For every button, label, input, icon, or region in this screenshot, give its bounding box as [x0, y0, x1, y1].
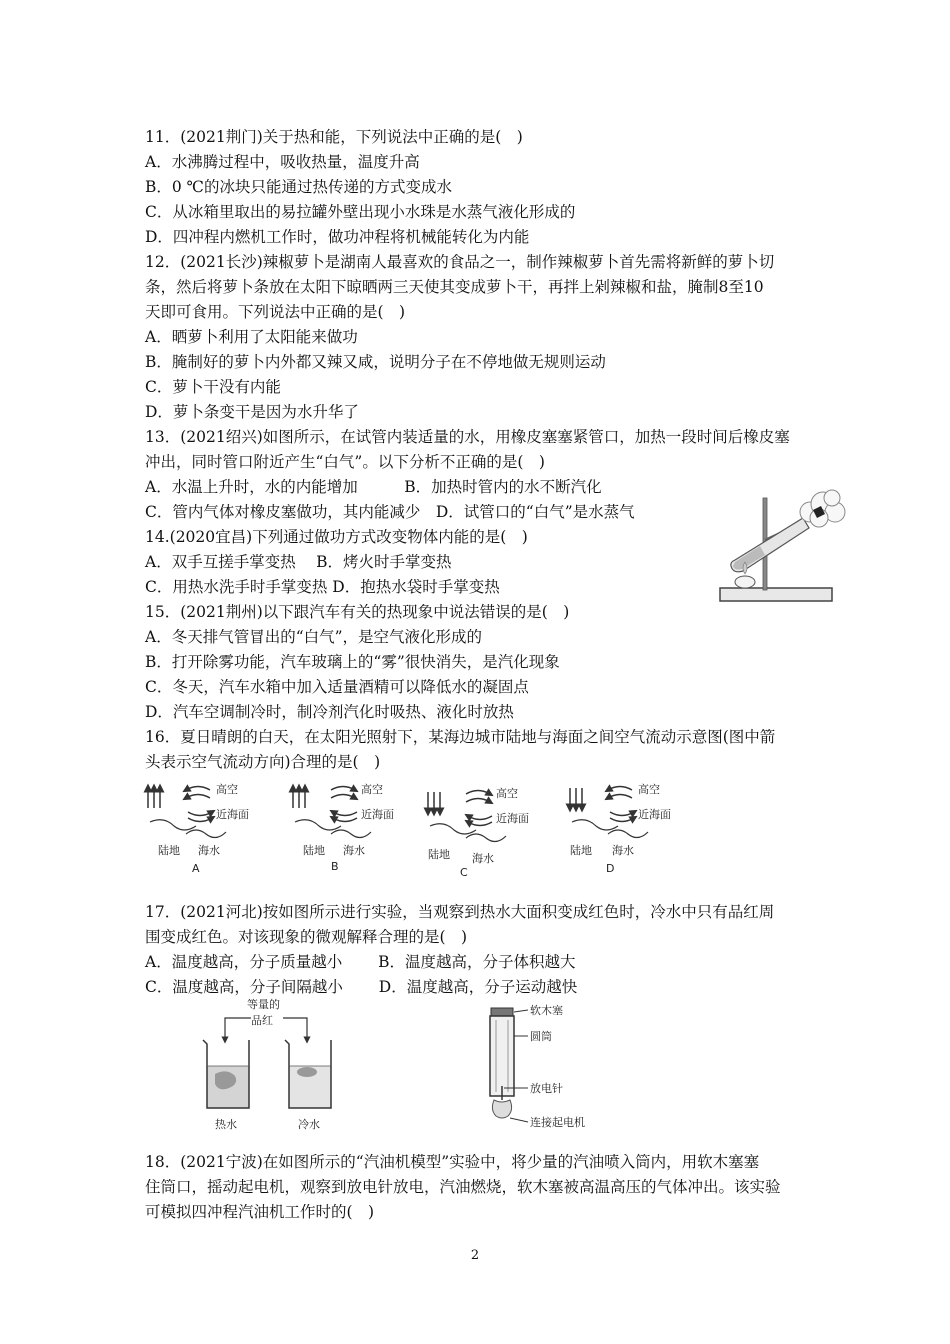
- q15-option-a: A．冬天排气管冒出的“白气”，是空气液化形成的: [145, 628, 483, 646]
- panel-a-sea: 海水: [198, 844, 220, 857]
- q12-stem-line3: 天即可食用。下列说法中正确的是( ): [145, 303, 406, 321]
- q12-option-b: B．腌制好的萝卜内外都又辣又咸，说明分子在不停地做无规则运动: [145, 353, 606, 371]
- q11-stem: 11．(2021荆门)关于热和能，下列说法中正确的是( ): [145, 128, 523, 146]
- panel-b-sea: 海水: [343, 844, 365, 857]
- air-flow-panel-a: [148, 782, 249, 875]
- air-flow-panel-d: [570, 782, 671, 875]
- q17-option-cd: C．温度越高，分子间隔越小 D．温度越高，分子运动越快: [145, 978, 578, 996]
- q13-option-cd: C．管内气体对橡皮塞做功，其内能减少 D．试管口的“白气”是水蒸气: [145, 503, 635, 521]
- panel-c-near: 近海面: [496, 812, 529, 825]
- q14-option-cd: C．用热水洗手时手掌变热 D．抱热水袋时手掌变热: [145, 578, 500, 596]
- q11-option-b: B．0 ℃的冰块只能通过热传递的方式变成水: [145, 178, 453, 196]
- q12-stem-line1: 12．(2021长沙)辣椒萝卜是湖南人最喜欢的食品之一，制作辣椒萝卜首先需将新鲜的萝卜切: [145, 253, 775, 271]
- cylinder-label: 圆筒: [530, 1030, 552, 1043]
- q14-stem: 14.(2020宜昌)下列通过做功方式改变物体内能的是( ): [145, 528, 528, 546]
- q16-stem-line1: 16．夏日晴朗的白天，在太阳光照射下，某海边城市陆地与海面之间空气流动示意图(图中箭: [145, 728, 776, 746]
- q15-stem: 15．(2021荆州)以下跟汽车有关的热现象中说法错误的是( ): [145, 603, 570, 621]
- q16-stem-line2: 头表示空气流动方向)合理的是( ): [145, 753, 381, 771]
- panel-c-land: 陆地: [428, 848, 450, 861]
- panel-c-high: 高空: [496, 787, 518, 800]
- air-flow-panel-b: [293, 782, 394, 873]
- panel-a-land: 陆地: [158, 844, 180, 857]
- panel-c-sea: 海水: [472, 852, 494, 865]
- panel-c-letter: C: [460, 866, 468, 879]
- q15-option-d: D．汽车空调制冷时，制冷剂汽化时吸热、液化时放热: [145, 703, 514, 721]
- beaker-label-line2: 品红: [251, 1014, 273, 1027]
- q11-option-d: D．四冲程内燃机工作时，做功冲程将机械能转化为内能: [145, 228, 530, 246]
- air-flow-figure: [140, 780, 700, 880]
- q13-stem-line1: 13．(2021绍兴)如图所示，在试管内装适量的水，用橡皮塞塞紧管口，加热一段时间后橡皮塞: [145, 428, 790, 446]
- q12-option-a: A．晒萝卜利用了太阳能来做功: [145, 328, 358, 346]
- q15-option-c: C．冬天，汽车水箱中加入适量酒精可以降低水的凝固点: [145, 678, 529, 696]
- q18-stem-line1: 18．(2021宁波)在如图所示的“汽油机模型”实验中，将少量的汽油喷入筒内，用软木塞塞: [145, 1153, 760, 1171]
- beaker-label-line1: 等量的: [247, 998, 280, 1011]
- q18-stem-line3: 可模拟四冲程汽油机工作时的( ): [145, 1203, 375, 1221]
- beakers-figure: [195, 996, 345, 1136]
- panel-d-high: 高空: [638, 783, 660, 796]
- panel-b-high: 高空: [361, 783, 383, 796]
- q17-option-ab: A．温度越高，分子质量越小 B．温度越高，分子体积越大: [145, 953, 576, 971]
- needle-label: 放电针: [530, 1082, 563, 1095]
- air-flow-panel-c: [428, 786, 529, 879]
- page-number: 2: [470, 1248, 480, 1263]
- cold-water-label: 冷水: [298, 1118, 320, 1131]
- hot-water-beaker: [203, 1040, 249, 1108]
- panel-d-letter: D: [606, 862, 615, 875]
- panel-a-near: 近海面: [216, 808, 249, 821]
- panel-d-sea: 海水: [612, 844, 634, 857]
- cold-water-beaker: [285, 1040, 331, 1108]
- q11-option-a: A．水沸腾过程中，吸收热量，温度升高: [145, 153, 420, 171]
- panel-d-land: 陆地: [570, 844, 592, 857]
- panel-b-letter: B: [331, 860, 339, 873]
- q17-stem-line2: 围变成红色。对该现象的微观解释合理的是( ): [145, 928, 468, 946]
- hot-water-label: 热水: [215, 1118, 237, 1131]
- panel-d-near: 近海面: [638, 808, 671, 821]
- q11-option-c: C．从冰箱里取出的易拉罐外壁出现小水珠是水蒸气液化形成的: [145, 203, 576, 221]
- panel-b-land: 陆地: [303, 844, 325, 857]
- q13-stem-line2: 冲出，同时管口附近产生“白气”。以下分析不正确的是( ): [145, 453, 545, 471]
- cork-label: 软木塞: [530, 1004, 563, 1017]
- q12-stem-line2: 条，然后将萝卜条放在太阳下晾晒两三天使其变成萝卜干，再拌上剁辣椒和盐，腌制8至10: [145, 278, 764, 296]
- engine-model-figure: [480, 1000, 630, 1136]
- q18-stem-line2: 住筒口，摇动起电机，观察到放电针放电，汽油燃烧，软木塞被高温高压的气体冲出。该实验: [145, 1178, 781, 1196]
- panel-b-near: 近海面: [361, 808, 394, 821]
- q15-option-b: B．打开除雾功能，汽车玻璃上的“雾”很快消失，是汽化现象: [145, 653, 560, 671]
- panel-a-letter: A: [192, 862, 200, 875]
- q12-option-d: D．萝卜条变干是因为水升华了: [145, 403, 359, 421]
- q14-option-ab: A．双手互搓手掌变热 B．烤火时手掌变热: [145, 553, 452, 571]
- q17-stem-line1: 17．(2021河北)按如图所示进行实验，当观察到热水大面积变成红色时，冷水中只有品红周: [145, 903, 775, 921]
- connect-generator-label: 连接起电机: [530, 1116, 585, 1129]
- q12-option-c: C．萝卜干没有内能: [145, 378, 281, 396]
- q13-option-ab: A．水温上升时，水的内能增加 B．加热时管内的水不断汽化: [145, 478, 602, 496]
- test-tube-figure: [715, 478, 850, 606]
- panel-a-high: 高空: [216, 783, 238, 796]
